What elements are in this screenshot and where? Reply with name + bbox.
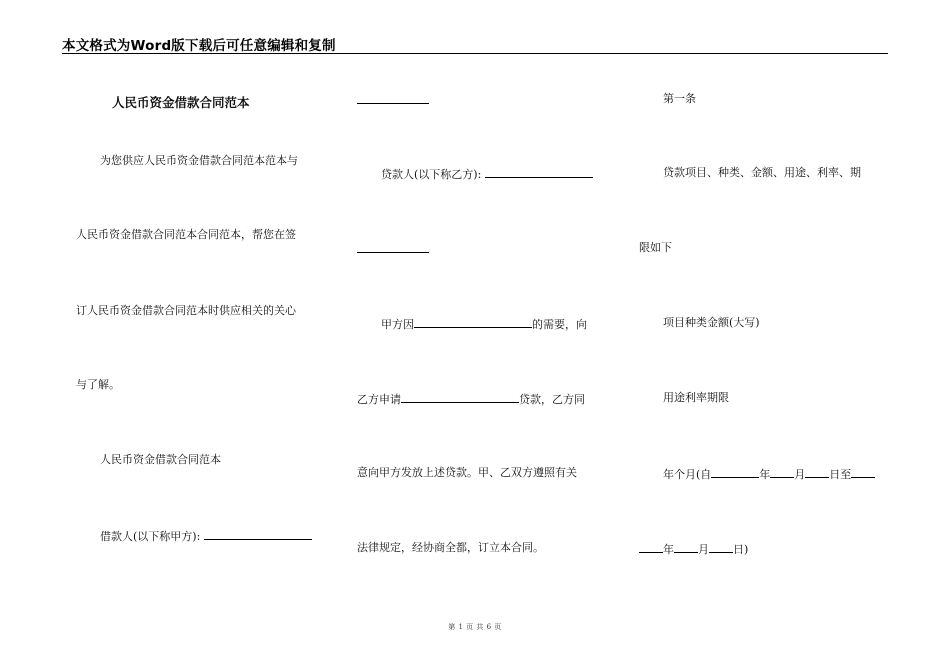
intro-line-4: 与了解。 [76,378,120,391]
items-line-2: 限如下 [639,241,672,254]
intro-line-3: 订人民币资金借款合同范本时供应相关的关心 [76,304,296,317]
borrower-blank [204,528,312,540]
borrower-label: 借款人(以下称甲方): [100,530,204,543]
paragraph-a [381,316,587,332]
end-day-blank [709,541,733,553]
start-day-blank [805,466,829,478]
end-year-blank-start [851,466,875,478]
date-day2-label: 日) [733,543,749,556]
lender-blank [485,166,593,178]
end-month-blank [674,541,698,553]
page-footer: 第 1 页 共 6 页 [448,623,502,631]
contract-title: 人民币资金借款合同范本 [100,453,221,466]
items-row-1: 项目种类金额(大写) [663,316,760,329]
article-1: 第一条 [663,92,696,105]
items-line-1: 贷款项目、种类、金额、用途、利率、期 [663,166,861,179]
lender-line [381,166,593,182]
date-line-1 [663,466,875,482]
start-year-blank [711,466,759,478]
header-title: 本文格式为Word版下载后可任意编辑和复制 [62,38,336,54]
blank-line-top [357,92,429,108]
date-prefix: 年个月(自 [663,468,712,481]
lender-label: 贷款人(以下称乙方): [381,168,485,181]
items-row-2: 用途利率期限 [663,391,729,404]
date-year-label: 年 [759,468,771,481]
blank-line-middle [357,241,429,257]
date-day-to-label: 日至 [829,468,852,481]
paragraph-b [357,391,585,407]
top-blank [357,92,429,104]
end-year-blank [639,541,663,553]
paragraph-d: 法律规定，经协商全都，订立本合同。 [357,541,544,554]
header-rule [62,53,888,54]
date-line-2 [639,541,748,557]
paragraph-a-suffix: 的需要，向 [532,318,587,331]
paragraph-b-prefix: 乙方申请 [357,393,401,406]
date-month2-label: 月 [698,543,709,556]
start-month-blank [770,466,794,478]
intro-line-1: 为您供应人民币资金借款合同范本范本与 [100,154,298,167]
date-year2-label: 年 [663,543,674,556]
intro-line-2: 人民币资金借款合同范本合同范本，帮您在签 [76,228,296,241]
paragraph-b-suffix: 贷款，乙方同 [519,393,585,406]
middle-blank [357,241,429,253]
document-title: 人民币资金借款合同范本 [112,95,250,110]
paragraph-c: 意向甲方发放上述贷款。甲、乙双方遵照有关 [357,466,577,479]
borrower-line [100,528,312,544]
loan-type-blank [401,391,519,403]
date-month-label: 月 [794,468,806,481]
purpose-blank [414,316,532,328]
paragraph-a-prefix: 甲方因 [381,318,414,331]
